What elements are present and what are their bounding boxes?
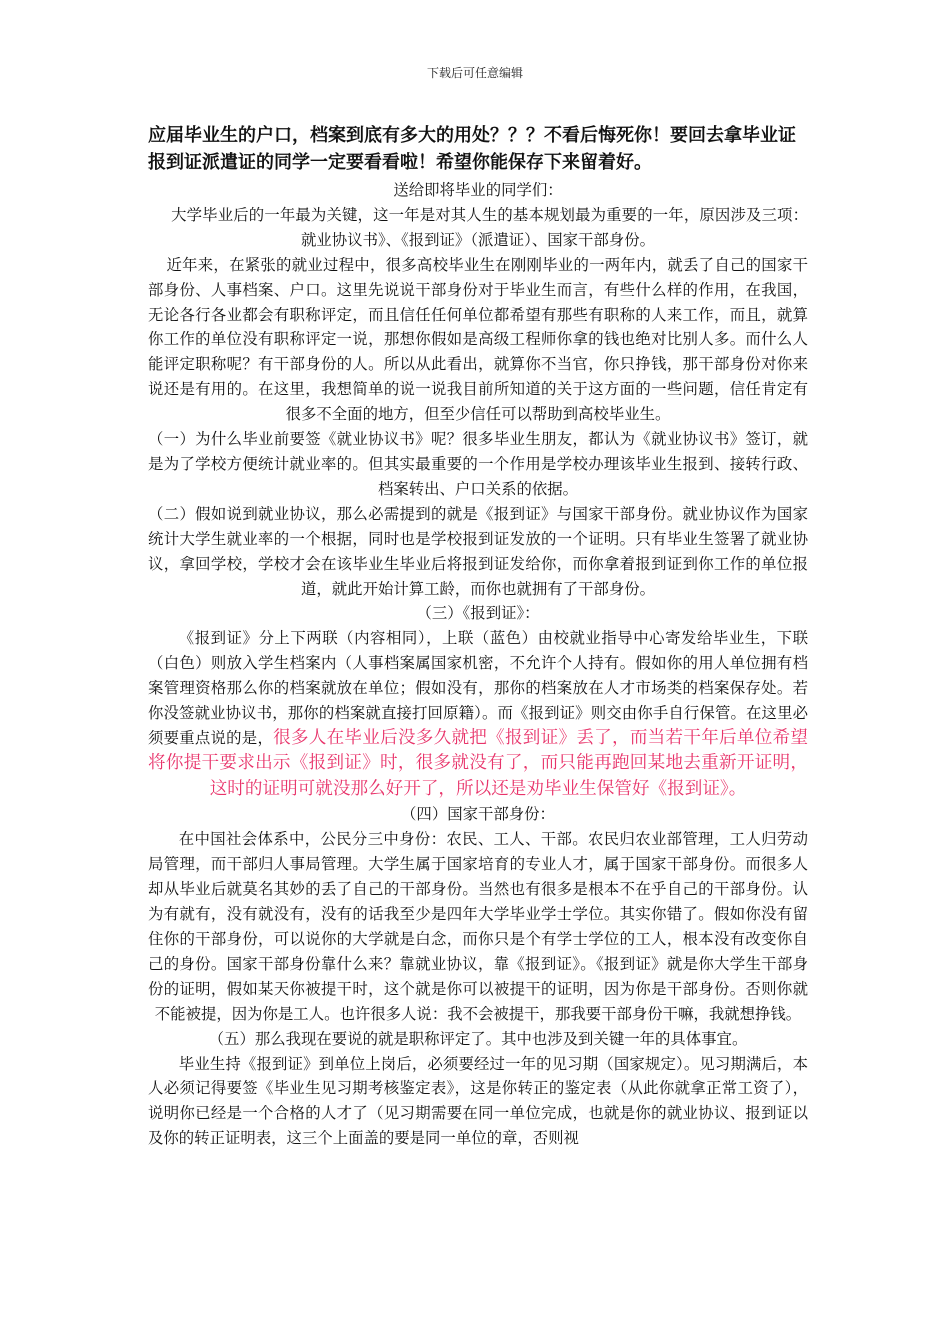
section-5-heading: （五）那么我现在要说的就是职称评定了。其中也涉及到关键一年的具体事宜。 bbox=[208, 1029, 748, 1048]
section-5-body: 毕业生持《报到证》到单位上岗后，必须要经过一年的见习期（国家规定）。见习期满后，本人必须记得要签《毕业生见习期考核鉴定表》，这是你转正的鉴定表（从此你就拿正常工资了），说明你已经是一个合格的人才了（见习期需要在同一单位完成，也就是你的就业协议、报到证以及你的转正证明表，这三个上面盖的要是同一单位的章，否则视 bbox=[148, 1054, 808, 1148]
page-header: 下载后可任意编辑 bbox=[426, 66, 523, 80]
highlight-warning: 很多人在毕业后没多久就把《报到证》丢了，而当若干年后单位希望将你提干要求出示《报到证》时，很多就没有了，而只能再跑回某地去重新开证明，这时的证明可就没那么好开了，所以还是劝毕业生保管好《报到证》。 bbox=[148, 727, 808, 799]
document-title: 应届毕业生的户口，档案到底有多大的用处？？？不看后悔死你！要回去拿毕业证报到证派遣证的同学一定要看看啦！希望你能保存下来留着好。 bbox=[148, 125, 796, 173]
section-4-body: 在中国社会体系中，公民分三中身份：农民、工人、干部。农民归农业部管理，工人归劳动局管理，而干部归人事局管理。大学生属于国家培育的专业人才，属于国家干部身份。而很多人却从毕业后就莫名其妙的丢了自己的干部身份。当然也有很多是根本不在乎自己的干部身份。认为有就有，没有就没有，没有的话我至少是四年大学毕业学士学位。其实你错了。假如你没有留住你的干部身份，可以说你的大学就是白念，而你只是个有学士学位的工人，根本没有改变你自己的身份。国家干部身份靠什么来？靠就业协议，靠《报到证》。《报到证》就是你大学生干部身份的证明，假如某天你被提干时，这个就是你可以被提干的证明，因为你是干部身份。否则你就不能被提，因为你是工人。也许很多人说：我不会被提干，那我要干部身份干嘛，我就想挣钱。 bbox=[148, 830, 808, 1023]
document-body bbox=[148, 122, 808, 1151]
section-4-heading: （四）国家干部身份： bbox=[401, 805, 555, 824]
paragraph-background: 近年来，在紧张的就业过程中，很多高校毕业生在刚刚毕业的一两年内，就丢了自己的国家干部身份、人事档案、户口。这里先说说干部身份对于毕业生而言，有些什么样的作用，在我国，无论各行各业都会有职称评定，而且信任任何单位都希望有那些有职称的人来工作，而且，就算你工作的单位没有职称评定一说，那想你假如是高级工程师你拿的钱也绝对比别人多。而什么人能评定职称呢？有干部身份的人。所以从此看出，就算你不当官，你只挣钱，那干部身份对你来说还是有用的。在这里，我想简单的说一说我目前所知道的关于这方面的一些问题，信任肯定有很多不全面的地方，但至少信任可以帮助到高校毕业生。 bbox=[148, 255, 808, 424]
section-2-report-card: （二）假如说到就业协议，那么必需提到的就是《报到证》与国家干部身份。就业协议作为国家统计大学生就业率的一个根据，同时也是学校报到证发放的一个证明。只有毕业生签署了就业协议，拿回学校，学校才会在该毕业生毕业后将报到证发给你，而你拿着报到证到你工作的单位报道，就此开始计算工龄，而你也就拥有了干部身份。 bbox=[148, 504, 808, 598]
section-3-text: 《报到证》分上下两联（内容相同），上联（蓝色）由校就业指导中心寄发给毕业生，下联（白色）则放入学生档案内（人事档案属国家机密，不允许个人持有。假如你的用人单位拥有档案管理资格那么你的档案就放在单位；假如没有，那你的档案放在人才市场类的档案保存处。若你没签就业协议书，那你的档案就直接打回原籍）。而《报到证》则交由你手自行保管。在这里必须要重点说的是， bbox=[148, 629, 808, 747]
section-3-body bbox=[148, 626, 808, 802]
dedication-line: 送给即将毕业的同学们： bbox=[393, 181, 563, 199]
section-3-heading: （三）《报到证》： bbox=[416, 604, 540, 623]
intro-paragraph: 大学毕业后的一年最为关键，这一年是对其人生的基本规划最为重要的一年，原因涉及三项：就业协议书》、《报到证》（派遣证）、国家干部身份。 bbox=[171, 205, 808, 249]
section-1-employment-agreement: （一）为什么毕业前要签《就业协议书》呢？很多毕业生朋友，都认为《就业协议书》签订，就是为了学校方便统计就业率的。但其实最重要的一个作用是学校办理该毕业生报到、接转行政、档案转出、户口关系的依据。 bbox=[148, 430, 808, 498]
